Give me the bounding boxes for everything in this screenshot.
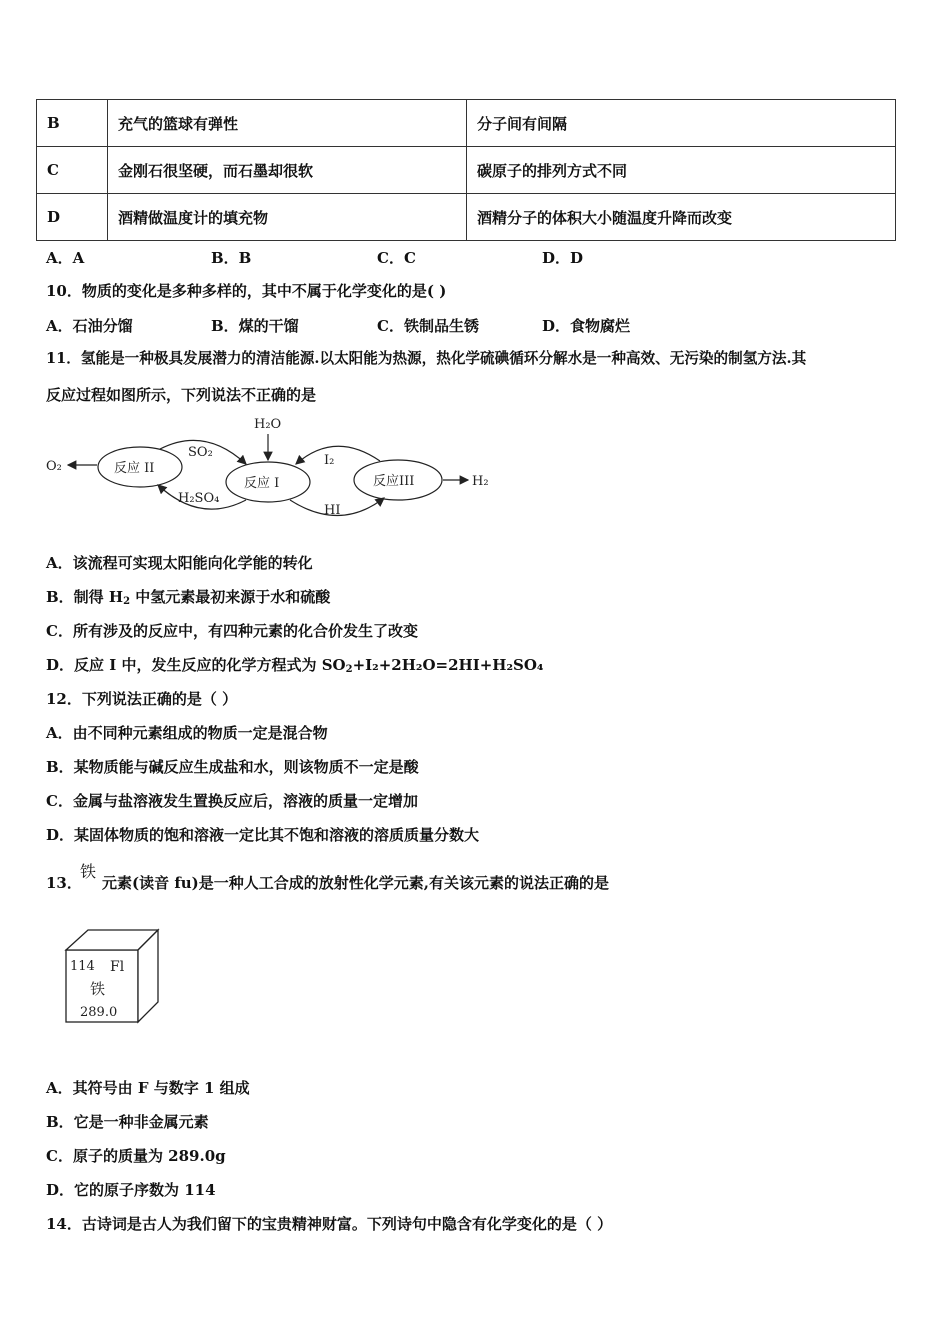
row-explanation: 分子间有间隔 xyxy=(467,100,896,147)
q11-option-c[interactable]: C．所有涉及的反应中，有四种元素的化合价发生了改变 xyxy=(46,622,418,640)
q11-reaction-diagram xyxy=(40,412,500,524)
table-row xyxy=(37,194,896,241)
row-phenomenon: 金刚石很坚硬，而石墨却很软 xyxy=(108,147,467,194)
q12-option-d[interactable]: D．某固体物质的饱和溶液一定比其不饱和溶液的溶质质量分数大 xyxy=(46,826,480,844)
q10-option-a[interactable]: A．石油分馏 xyxy=(46,317,133,335)
reaction-2-label: 反应 II xyxy=(114,461,155,476)
row-label: C xyxy=(37,147,108,194)
row-label: B xyxy=(37,100,108,147)
table-row xyxy=(37,147,896,194)
q9-option-d[interactable]: D．D xyxy=(542,249,584,267)
hi-label: HI xyxy=(324,503,341,518)
q10-option-c[interactable]: C．铁制品生锈 xyxy=(377,317,479,335)
q10-option-b[interactable]: B．煤的干馏 xyxy=(211,317,299,335)
reaction-3-label: 反应III xyxy=(373,474,415,489)
row-phenomenon: 充气的篮球有弹性 xyxy=(108,100,467,147)
atomic-number: 114 xyxy=(70,959,95,974)
q11-option-b[interactable] xyxy=(46,587,330,607)
q11-option-b-sub: 2 xyxy=(123,596,131,607)
q11-option-a[interactable]: A．该流程可实现太阳能向化学能的转化 xyxy=(46,554,313,572)
q13-stem: 元素(读音 fu)是一种人工合成的放射性化学元素,有关该元素的说法正确的是 xyxy=(102,874,610,892)
q13-option-c[interactable]: C．原子的质量为 289.0g xyxy=(46,1147,226,1165)
q11-option-d-pre: D．反应 I 中，发生反应的化学方程式为 SO xyxy=(46,656,346,674)
q13-option-d[interactable]: D．它的原子序数为 114 xyxy=(46,1181,216,1199)
q11-option-d-eq: +I₂+2H₂O=2HI+H₂SO₄ xyxy=(352,656,544,674)
i2-label: I₂ xyxy=(324,453,335,468)
q12-option-b[interactable]: B．某物质能与碱反应生成盐和水，则该物质不一定是酸 xyxy=(46,758,419,776)
q11-option-d[interactable]: D．反应 I 中，发生反应的化学方程式为 $SO_2+I_2+2H_2O=2HI+H_2SO_4$ xyxy=(46,656,544,675)
table-row xyxy=(37,100,896,147)
q13-number: 13． xyxy=(46,874,82,892)
reaction-1-label: 反应 I xyxy=(244,476,280,491)
q13-element-char: 铁 xyxy=(80,862,97,881)
q12-option-c[interactable]: C．金属与盐溶液发生置换反应后，溶液的质量一定增加 xyxy=(46,792,418,810)
row-phenomenon: 酒精做温度计的填充物 xyxy=(108,194,467,241)
row-explanation: 碳原子的排列方式不同 xyxy=(467,147,896,194)
q9-table xyxy=(36,99,896,241)
q13-option-a[interactable]: A．其符号由 F 与数字 1 组成 xyxy=(46,1079,250,1097)
q12-stem: 12．下列说法正确的是（ ） xyxy=(46,690,238,708)
so2-label: SO₂ xyxy=(188,445,213,460)
row-label: D xyxy=(37,194,108,241)
q11-stem-line2: 反应过程如图所示，下列说法不正确的是 xyxy=(46,386,317,404)
q14-stem: 14．古诗词是古人为我们留下的宝贵精神财富。下列诗句中隐含有化学变化的是（ ） xyxy=(46,1215,613,1233)
q11-option-b-pre: B．制得 H xyxy=(46,588,124,606)
q11-stem-line1: 11．氢能是一种极具发展潜力的清洁能源.以太阳能为热源，热化学硫碘循环分解水是一种高效、无污染的制氢方法.其 xyxy=(46,350,807,367)
h2o-label: H₂O xyxy=(254,417,282,432)
q9-option-a[interactable]: A．A xyxy=(46,249,85,267)
element-name: 铁 xyxy=(90,980,106,998)
o2-label: O₂ xyxy=(46,459,62,474)
h2so4-label: H₂SO₄ xyxy=(178,491,220,506)
element-symbol: Fl xyxy=(110,959,125,975)
q10-option-d[interactable]: D．食物腐烂 xyxy=(542,317,631,335)
q13-option-b[interactable]: B．它是一种非金属元素 xyxy=(46,1113,209,1131)
q9-option-c[interactable]: C．C xyxy=(377,249,416,267)
q9-option-b[interactable]: B．B xyxy=(211,249,252,267)
row-explanation: 酒精分子的体积大小随温度升降而改变 xyxy=(467,194,896,241)
q12-option-a[interactable]: A．由不同种元素组成的物质一定是混合物 xyxy=(46,724,328,742)
q10-stem: 10．物质的变化是多种多样的，其中不属于化学变化的是( ) xyxy=(46,282,447,300)
h2-label: H₂ xyxy=(472,474,489,489)
element-card xyxy=(64,928,160,1024)
q11-option-b-post: 中氢元素最初来源于水和硫酸 xyxy=(130,588,331,606)
atomic-mass: 289.0 xyxy=(80,1005,118,1020)
